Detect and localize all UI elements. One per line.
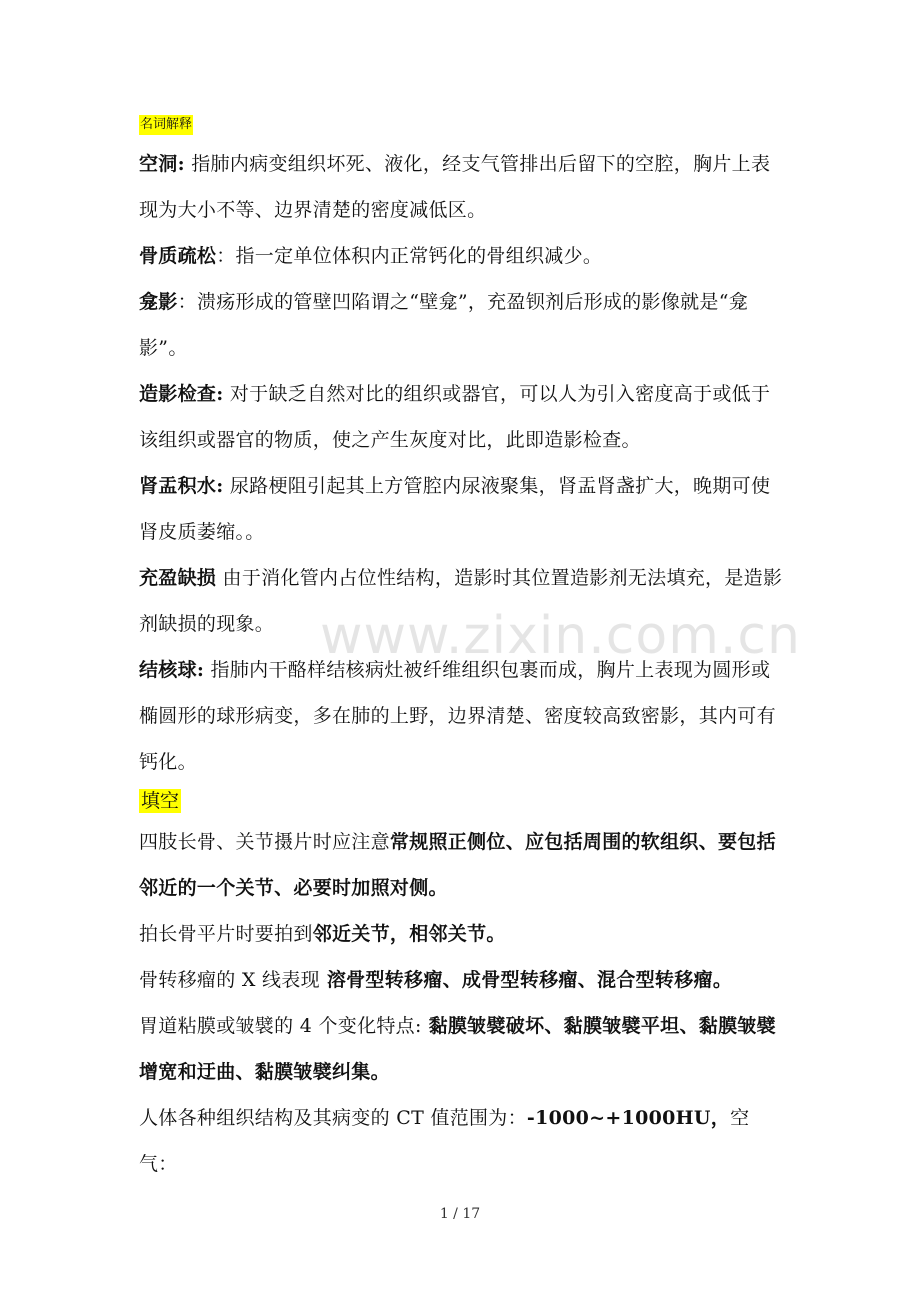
definition-text: ：指一定单位体积内正常钙化的骨组织减少。: [216, 245, 603, 267]
definition-item: [139, 279, 784, 371]
definition-item: [139, 141, 784, 233]
fill-answer: 溶骨型转移瘤、成骨型转移瘤、混合型转移瘤。: [319, 969, 733, 991]
definition-item: [139, 371, 784, 463]
fill-answer: 常规照正侧位、应包括周围的软组织、要包括邻近的一个关节、必要时加照对侧。: [139, 831, 776, 899]
fill-question: 胃道粘膜或皱襞的 4 个变化特点:: [139, 1015, 422, 1037]
fill-answer: -1000~+1000HU，: [526, 1107, 731, 1129]
fill-question: 拍长骨平片时要拍到: [139, 923, 313, 945]
definition-text: ：溃疡形成的管壁凹陷谓之“壁龛”，充盈钡剂后形成的影像就是“龛影”。: [139, 291, 749, 359]
definition-term: 充盈缺损: [139, 567, 217, 589]
fill-item: [139, 819, 784, 911]
page-number: 1 / 17: [439, 1206, 481, 1222]
fill-list: [139, 819, 784, 1187]
fill-question: 四肢长骨、关节摄片时应注意: [139, 831, 390, 853]
definition-text: 尿路梗阻引起其上方管腔内尿液聚集，肾盂肾盏扩大，晚期可使肾皮质萎缩。。: [139, 475, 771, 543]
section-heading-terms: 名词解释: [139, 115, 193, 135]
definition-text: 指肺内病变组织坏死、液化，经支气管排出后留下的空腔，胸片上表现为大小不等、边界清楚的密度减低区。: [139, 153, 771, 221]
definition-text: 对于缺乏自然对比的组织或器官，可以人为引入密度高于或低于该组织或器官的物质，使之产生灰度对比，此即造影检查。: [139, 383, 771, 451]
definition-term: 骨质疏松: [139, 245, 217, 267]
fill-question: 骨转移瘤的 X 线表现: [139, 969, 320, 991]
definition-term: 结核球:: [139, 659, 205, 681]
definition-term: 造影检查:: [139, 383, 224, 405]
definition-list: [139, 141, 784, 785]
fill-question: 人体各种组织结构及其病变的 CT 值范围为：: [139, 1107, 527, 1129]
definition-item: [139, 233, 784, 279]
definition-item: [139, 463, 784, 555]
definition-term: 空洞:: [139, 153, 185, 175]
fill-tail: 空气：: [139, 1107, 750, 1175]
definition-item: [139, 647, 784, 785]
fill-item: [139, 911, 784, 957]
fill-item: [139, 1095, 784, 1187]
fill-answer: 黏膜皱襞破坏、黏膜皱襞平坦、黏膜皱襞增宽和迂曲、黏膜皱襞纠集。: [139, 1015, 776, 1083]
fill-answer: 邻近关节，相邻关节。: [312, 923, 506, 945]
definition-text: 指肺内干酪样结核病灶被纤维组织包裹而成，胸片上表现为圆形或椭圆形的球形病变，多在肺的上野，边界清楚、密度较高致密影，其内可有钙化。: [139, 659, 776, 773]
definition-term: 龛影: [139, 291, 178, 313]
definition-text: 由于消化管内占位性结构，造影时其位置造影剂无法填充，是造影剂缺损的现象。: [139, 567, 783, 635]
definition-term: 肾盂积水:: [139, 475, 224, 497]
watermark: www.zixin.com.cn: [320, 606, 801, 666]
fill-item: [139, 957, 784, 1003]
section-heading-fill: 填空: [141, 790, 180, 812]
fill-item: [139, 1003, 784, 1095]
